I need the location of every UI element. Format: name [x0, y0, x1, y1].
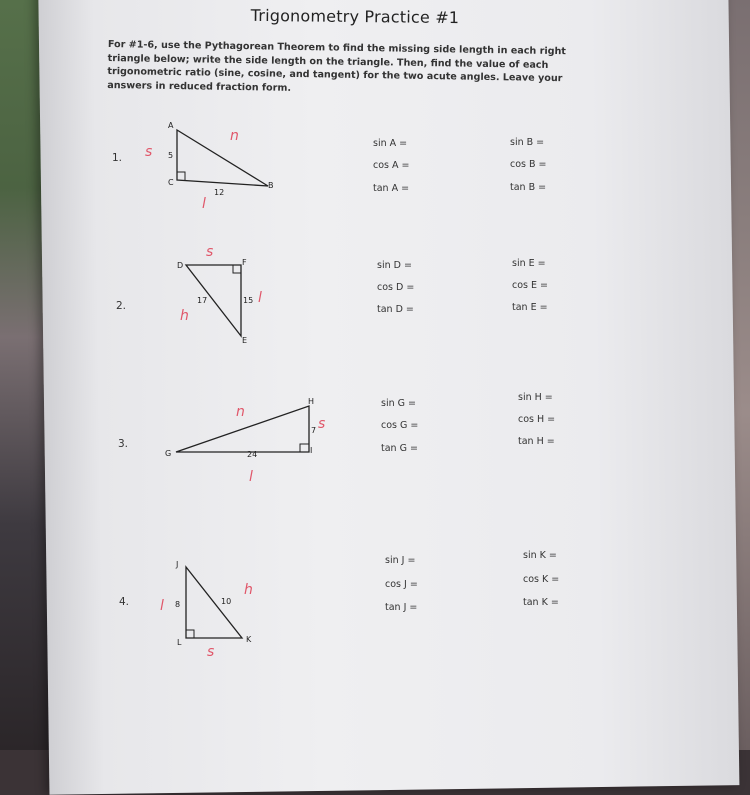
vertex-label: K [246, 635, 252, 644]
ratio-label: sin K = [523, 550, 557, 561]
side-label: 15 [243, 296, 254, 305]
vertex-label: E [242, 336, 248, 345]
vertex-label: A [168, 121, 174, 130]
vertex-label: L [177, 638, 182, 647]
handwritten-annotation: s [145, 144, 153, 160]
vertex-label: J [176, 560, 179, 569]
vertex-label: C [168, 178, 174, 187]
ratio-label: sin A = [373, 138, 408, 149]
handwritten-annotation: s [207, 644, 215, 660]
vertex-label: D [177, 261, 184, 270]
handwritten-annotation: s [318, 416, 326, 432]
handwritten-annotation: n [230, 128, 239, 144]
ratio-label: sin E = [512, 258, 546, 269]
ratio-label: cos D = [377, 282, 415, 293]
ratio-label: tan J = [385, 602, 418, 613]
handwritten-annotation: l [249, 469, 253, 485]
problem-number: 4. [119, 596, 130, 608]
ratio-label: tan K = [523, 597, 559, 608]
handwritten-annotation: l [202, 196, 206, 212]
ratio-label: cos E = [512, 280, 548, 291]
ratio-label: cos J = [385, 579, 418, 590]
vertex-label: F [242, 258, 247, 267]
side-label: 24 [247, 450, 258, 459]
ratio-label: tan A = [373, 183, 410, 194]
side-label: 12 [214, 188, 225, 197]
ratio-label: cos A = [373, 160, 410, 171]
handwritten-annotation: h [244, 582, 253, 598]
ratio-label: cos H = [518, 414, 556, 425]
ratio-label: sin G = [381, 398, 416, 409]
instructions-text: For #1-6, use the Pythagorean Theorem to find the missing side length in each right triangle below; write the side length on the triangle. Then, find the value of each trigonometric ratio (sine, cosine, and tangent) for the two acute angles. Leave your answers in reduced fraction form. [107, 38, 567, 94]
vertex-label: I [310, 446, 313, 455]
handwritten-annotation: n [236, 404, 245, 420]
vertex-label: G [165, 449, 172, 458]
ratio-label: tan H = [518, 436, 555, 447]
side-label: 10 [221, 597, 232, 606]
vertex-label: H [308, 397, 315, 406]
handwritten-annotation: h [180, 308, 189, 324]
handwritten-annotation: l [160, 598, 164, 614]
handwritten-annotation: s [206, 244, 214, 260]
ratio-label: cos K = [523, 574, 560, 585]
ratio-label: cos B = [510, 159, 547, 170]
ratio-label: sin H = [518, 392, 553, 403]
side-label: 8 [175, 600, 181, 609]
ratio-label: tan G = [381, 443, 418, 454]
ratio-label: tan E = [512, 302, 548, 313]
ratio-label: tan B = [510, 182, 547, 193]
side-label: 5 [168, 151, 174, 160]
ratio-label: tan D = [377, 304, 414, 315]
problem-number: 3. [118, 438, 129, 450]
ratio-label: sin B = [510, 137, 545, 148]
ratio-label: sin J = [385, 555, 416, 566]
problem-number: 2. [116, 300, 127, 312]
side-label: 17 [197, 296, 208, 305]
handwritten-annotation: l [258, 290, 262, 306]
page-title: Trigonometry Practice #1 [250, 5, 460, 28]
ratio-label: sin D = [377, 260, 412, 271]
side-label: 7 [311, 426, 317, 435]
vertex-label: B [268, 181, 274, 190]
problem-number: 1. [112, 152, 123, 164]
ratio-label: cos G = [381, 420, 419, 431]
